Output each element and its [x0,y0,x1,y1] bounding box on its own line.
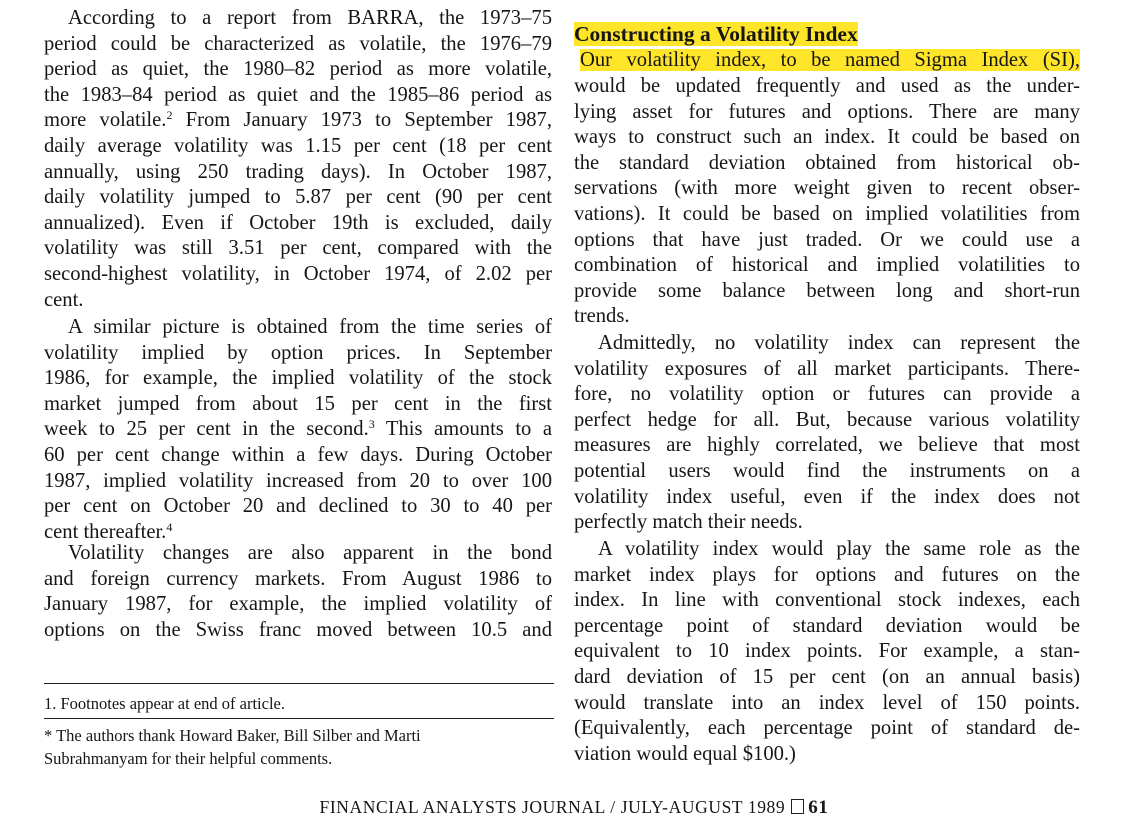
left-p2-line-text: week to 25 per cent in the second. [44,418,369,441]
left-p1-line [44,211,552,237]
right-p1-line [574,176,1080,202]
left-p1-line [44,236,552,262]
right-p1-line [574,228,1080,254]
right-p2-line [574,382,1080,408]
footnote-marker: 4 [166,519,173,534]
footnote-1: 1. Footnotes appear at end of article. [44,694,285,713]
right-p1-line [574,253,1080,279]
left-p1-line-text: daily volatility jumped to 5.87 per cent (90 per cent [44,186,552,209]
left-p1-line-text: cent. [44,288,84,311]
right-p1-line-text: combination of historical and implied volatilities to [574,254,1080,277]
footnote-rule-top [44,683,554,684]
left-p3-line [44,592,552,618]
footnote-star-line-1: * The authors thank Howard Baker, Bill Silber and Marti [44,726,421,745]
left-p2-line [44,494,552,520]
right-p3-line [574,614,1080,640]
left-p3-line-text: January 1987, for example, the implied volatility of [44,593,552,616]
right-p2-line [574,331,1080,357]
page-number: 61 [808,797,829,818]
right-p1-line-text: servations (with more weight given to recent obser- [574,177,1080,200]
right-p3-line [574,563,1080,589]
left-p1-line [44,185,552,211]
section-heading-text: Constructing a Volatility Index [574,22,858,46]
right-p3-line-text: equivalent to 10 index points. For example, a stan- [574,640,1080,663]
left-p3-line-text: Volatility changes are also apparent in the bond [68,542,552,564]
left-p1-line-text: the 1983–84 period as quiet and the 1985–86 period as [44,83,552,106]
left-p1-line [44,108,552,134]
right-p2-line [574,408,1080,434]
right-p2-line-text: Admittedly, no volatility index can represent the [598,332,1080,354]
right-p3-line-text: (Equivalently, each percentage point of standard de- [574,717,1080,740]
left-p2-line-text: per cent on October 20 and declined to 30 to 40 per [44,495,552,518]
right-p2-line-text: volatility exposures of all market participants. There- [574,357,1080,380]
right-p1-line-text: would be updated frequently and used as the under- [574,75,1080,97]
left-p1-line-text: According to a report from BARRA, the 1973–75 [68,7,552,29]
highlighted-line-text: Our volatility index, to be named Sigma Index (SI), [580,49,1080,71]
left-p2-line-continuation: This amounts to a [374,418,552,441]
right-p3-line-text: A volatility index would play the same role as the [598,538,1080,560]
right-p3-line [574,639,1080,665]
right-p1-line-text: lying asset for futures and options. There are many [574,100,1080,123]
right-p2-line-text: volatility index useful, even if the index does not [574,485,1080,508]
left-p3-line [44,541,552,567]
left-p3-line-text: and foreign currency markets. From August 1986 to [44,567,552,590]
right-p3-line [574,742,1080,768]
left-p1-line-text: annually, using 250 trading days). In October 1987, [44,160,552,183]
left-p1-line [44,57,552,83]
left-p1-line [44,134,552,160]
right-p3-line-text: percentage point of standard deviation would be [574,614,1080,637]
right-p2-line-text: measures are highly correlated, we believe that most [574,434,1080,457]
right-p1-line-text: the standard deviation obtained from historical ob- [574,151,1080,174]
footnote-marker: 2 [166,108,173,123]
left-p1-line [44,288,552,314]
right-p1-line [574,100,1080,126]
right-p3-line [574,665,1080,691]
right-p1-line [574,279,1080,305]
left-p2-line-text: 60 per cent change within a few days. During October [44,444,552,466]
left-p3-line [44,567,552,593]
right-p2-line [574,485,1080,511]
right-p3-line [574,537,1080,563]
left-p1-line-text: daily average volatility was 1.15 per cent (18 per cent [44,135,552,157]
left-p2-line-text: volatility implied by option prices. In September [44,341,552,364]
page-folio [0,796,1148,819]
left-p1-line [44,262,552,288]
right-p2-line-text: perfectly match their needs. [574,511,803,534]
right-p1-line-text: provide some balance between long and short-run [574,279,1080,302]
left-p2-line [44,366,552,392]
right-p2-line [574,510,1080,536]
right-p1-line-text: vations). It could be based on implied volatilities from [574,203,1080,225]
right-p3-line-text: viation would equal $100.) [574,742,796,765]
right-p3-line-text: market index plays for options and futures on the [574,563,1080,586]
right-p2-line-text: potential users would find the instruments on a [574,460,1080,482]
left-p2-line [44,315,552,341]
right-p1-line [574,304,1080,330]
left-p2-line [44,392,552,418]
left-p2-line [44,469,552,495]
footnote-rule-bottom [44,718,554,719]
left-p1-line [44,83,552,109]
right-p1-line [574,202,1080,228]
right-p3-line-text: would translate into an index level of 150 points. [574,691,1080,714]
left-p2-line-text: A similar picture is obtained from the time series of [68,316,552,338]
right-p1-line-text: ways to construct such an index. It could be based on [574,126,1080,149]
left-p1-line-text: period could be characterized as volatile, the 1976–79 [44,32,552,55]
square-bullet-icon [791,799,804,814]
section-heading [574,21,1080,47]
right-p2-line [574,433,1080,459]
right-p3-line [574,588,1080,614]
right-p2-line-text: perfect hedge for all. But, because various volatility [574,408,1080,431]
left-p1-line-text: second-highest volatility, in October 1974, of 2.02 per [44,263,552,285]
left-p1-line-text: volatility was still 3.51 per cent, compared with the [44,237,552,260]
left-p2-line [44,341,552,367]
left-p1-line [44,160,552,186]
right-p2-line [574,357,1080,383]
left-p2-line-text: 1986, for example, the implied volatility of the stock [44,367,552,390]
left-p3-line-text: options on the Swiss franc moved between 10.5 and [44,618,552,641]
left-p1-line-text: more volatile. [44,109,167,132]
right-p2-line-text: fore, no volatility option or futures can provide a [574,383,1080,406]
right-p1-line [574,151,1080,177]
footnote-star-line-2: Subrahmanyam for their helpful comments. [44,749,333,768]
highlighted-line [580,48,1080,74]
right-p3-line-text: index. In line with conventional stock indexes, each [574,589,1080,612]
left-p1-line [44,6,552,32]
right-p1-line-text: options that have just traded. Or we could use a [574,228,1080,251]
left-p1-line-text: annualized). Even if October 19th is excluded, daily [44,211,552,234]
left-p2-line-text: market jumped from about 15 per cent in the first [44,392,552,415]
right-column [574,0,1080,765]
right-p3-line [574,691,1080,717]
right-p1-line [574,74,1080,100]
right-p2-line [574,459,1080,485]
right-p3-line [574,716,1080,742]
footnote-marker: 3 [368,417,375,432]
left-p2-line [44,417,552,443]
right-p3-line-text: dard deviation of 15 per cent (on an annual basis) [574,666,1080,688]
left-p1-line-continuation: From January 1973 to September 1987, [172,109,552,132]
journal-name: FINANCIAL ANALYSTS JOURNAL / JULY-AUGUST 1989 [319,797,786,817]
left-p1-line [44,32,552,58]
left-p2-line [44,443,552,469]
left-p2-line-text: 1987, implied volatility increased from 20 to over 100 [44,469,552,492]
left-p1-line-text: period as quiet, the 1980–82 period as more volatile, [44,58,552,81]
right-p1-line [574,125,1080,151]
left-p3-line [44,618,552,644]
left-p2-line-text: cent thereafter. [44,520,167,543]
right-p1-line-text: trends. [574,305,630,328]
